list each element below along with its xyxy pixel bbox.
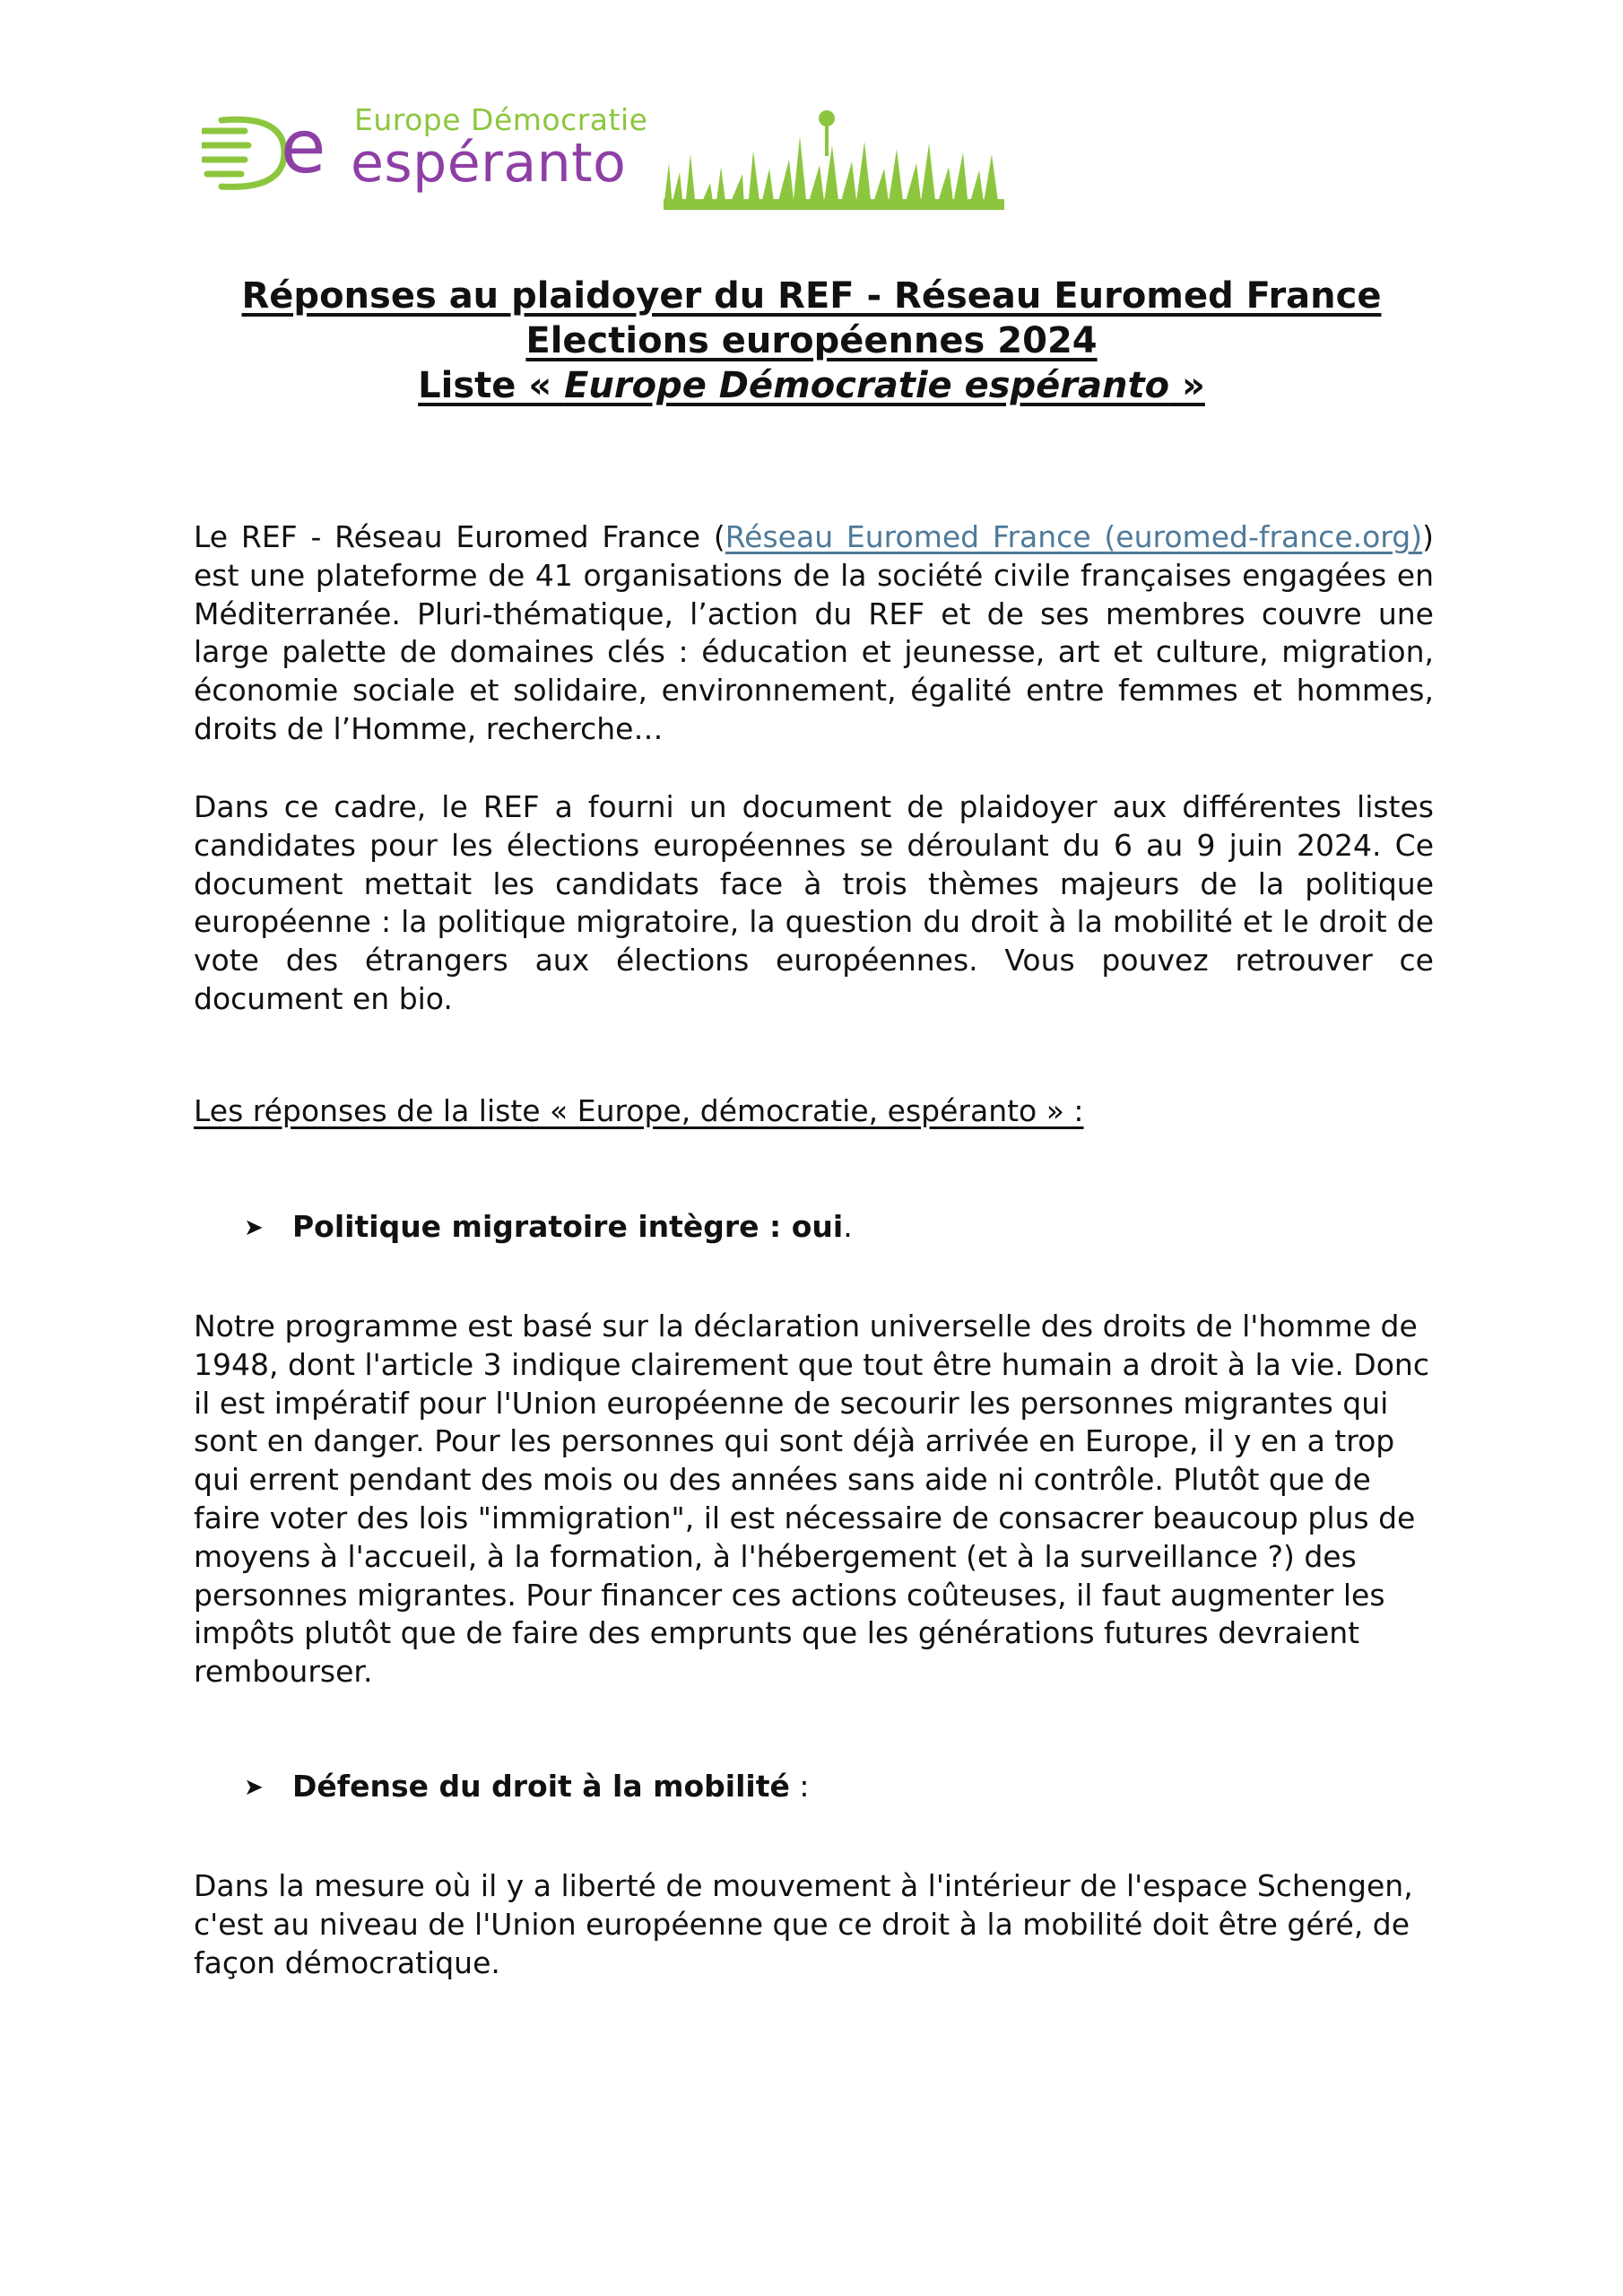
context-paragraph: Dans ce cadre, le REF a fourni un document de plaidoyer aux différentes listes candidates pour les élections européennes se déroulant du 6 au 9 juin 2024. Ce document mettait les candidats face à trois thèmes majeurs de la politique européenne : la politique migratoire, la question du droit à la mobilité et le droit de vote des étrangers aux élections européennes. Vous pouvez retrouver ce document en bio.	[194, 789, 1434, 1016]
euromed-link[interactable]: Réseau Euromed France (euromed-france.org)	[725, 519, 1423, 554]
intro-after-link: ) est une plateforme de 41 organisations de la société civile françaises engagées en Méditerranée. Pluri-thématique, l’action du REF et de ses membres couvre une large palette de domaines clés : éducation et jeunesse, art et culture, migration, économie sociale et solidaire, environnement, égalité entre femmes et hommes, droits de l’Homme, recherche…	[194, 519, 1434, 746]
bullet-mobility-rest: :	[789, 1769, 810, 1804]
logo-line-1: Europe Démocratie	[354, 102, 648, 137]
logo	[202, 100, 1009, 208]
intro-before-link: Le REF - Réseau Euromed France (	[194, 519, 725, 554]
bullet-migration-rest: .	[843, 1209, 853, 1244]
title-line-3-italic: Europe Démocratie espéranto	[564, 365, 1170, 406]
migration-policy-text: Notre programme est basé sur la déclaration universelle des droits de l'homme de 1948, dont l'article 3 indique clairement que tout être humain a droit à la vie. Donc il est impératif pour l'Union européenne de secourir les personnes migrantes qui sont en danger. Pour les personnes qui sont déjà arrivée en Europe, il y en a trop qui errent pendant des mois ou des années sans aide ni contrôle. Plutôt que de faire voter des lois "immigration", il est nécessaire de consacrer beaucoup plus de moyens à l'accueil, à la formation, à l'hébergement (et à la surveillance ?) des personnes migrantes. Pour financer ces actions coûteuses, il faut augmenter les impôts plutôt que de faire des emprunts que les générations futures devraient rembourser.	[194, 1309, 1429, 1690]
title-line-3-suffix: »	[1169, 365, 1205, 406]
mobility-right-text: Dans la mesure où il y a liberté de mouvement à l'intérieur de l'espace Schengen, c'est au niveau de l'Union européenne que ce droit à la mobilité doit être géré, de façon démocratique.	[194, 1868, 1413, 1980]
bullet-mobility-title: Défense du droit à la mobilité	[292, 1769, 790, 1804]
arrow-bullet-icon: ➤	[244, 1774, 264, 1801]
title-line-3	[0, 363, 1623, 408]
responses-heading-text: Les réponses de la liste « Europe, démocratie, espéranto » :	[194, 1093, 1084, 1128]
title-line-1: Réponses au plaidoyer du REF - Réseau Euromed France	[241, 275, 1382, 317]
logo-mark-letter: e	[281, 105, 326, 190]
bullet-migration-title: Politique migratoire intègre : oui	[292, 1209, 844, 1244]
arrow-bullet-icon: ➤	[244, 1214, 264, 1241]
grass-illustration-icon	[664, 109, 1004, 210]
logo-line-2: espéranto	[351, 132, 627, 195]
bullet-mobility-right	[244, 1768, 809, 1806]
bullet-migration-policy	[244, 1208, 853, 1247]
responses-heading	[194, 1092, 1434, 1131]
title-line-3-prefix: Liste «	[418, 365, 565, 406]
document-title	[0, 274, 1623, 408]
title-line-2: Elections européennes 2024	[525, 320, 1098, 361]
intro-paragraph	[194, 518, 1434, 749]
